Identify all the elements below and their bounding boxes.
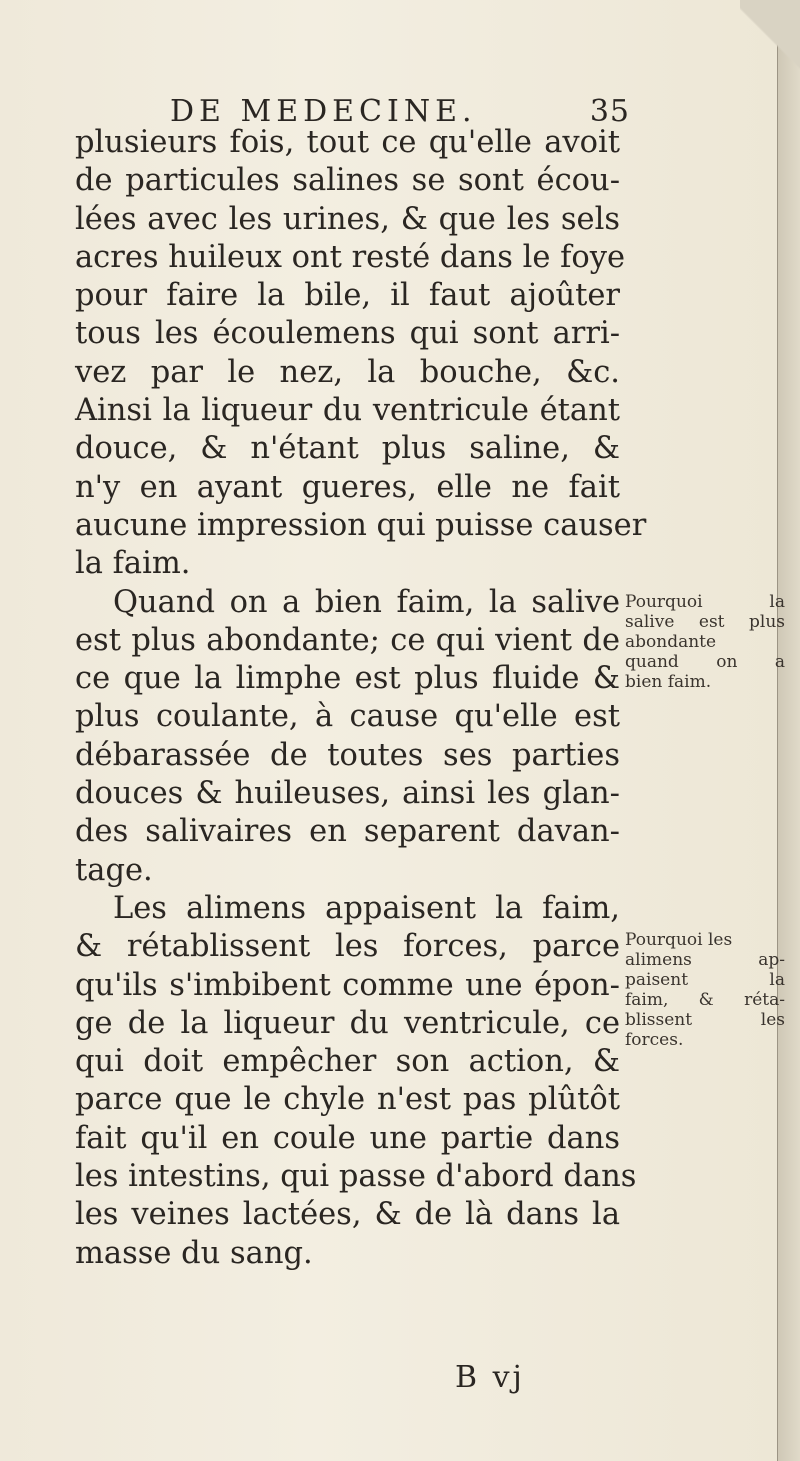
text-line: Ainsi la liqueur du ventricule étant	[75, 393, 620, 429]
sidenote-line: quand on a	[625, 652, 785, 672]
sidenote-line: paisent la	[625, 970, 785, 990]
sidenote-line: Pourquoi la	[625, 592, 785, 612]
text-line: fait qu'il en coule une partie dans	[75, 1120, 620, 1156]
text-line: tage.	[75, 852, 153, 888]
text-line: pour faire la bile, il faut ajoûter	[75, 278, 620, 314]
text-line: des salivaires en separent davan-	[75, 814, 620, 850]
sidenote-line: Pourquoi les	[625, 930, 733, 950]
sidenote-line: forces.	[625, 1030, 684, 1050]
text-line: douce, & n'étant plus saline, &	[75, 431, 620, 467]
signature-mark: B vj	[455, 1360, 525, 1395]
page-edge	[777, 0, 800, 1461]
text-line: & rétablissent les forces, parce	[75, 929, 620, 965]
sidenote-line: blissent les	[625, 1010, 785, 1030]
sidenote-line: faim, & réta-	[625, 990, 785, 1010]
text-line: lées avec les urines, & que les sels	[75, 201, 620, 237]
text-line: douces & huileuses, ainsi les glan-	[75, 776, 620, 812]
text-line: les intestins, qui passe d'abord dans	[75, 1159, 637, 1195]
sidenote-line: salive est plus	[625, 612, 785, 632]
sidenote-line: bien faim.	[625, 672, 712, 692]
text-line: Les alimens appaisent la faim,	[113, 890, 620, 926]
sidenote-line: alimens ap-	[625, 950, 785, 970]
text-line: de particules salines se sont écou-	[75, 163, 620, 199]
sidenote-alimens	[625, 930, 785, 1050]
text-line: vez par le nez, la bouche, &c.	[75, 354, 620, 390]
body-text	[75, 124, 647, 1273]
text-line: débarassée de toutes ses parties	[75, 737, 620, 773]
text-line: la faim.	[75, 546, 191, 582]
text-line: masse du sang.	[75, 1235, 313, 1271]
text-line: acres huileux ont resté dans le foye	[75, 239, 625, 275]
text-line: ge de la liqueur du ventricule, ce	[75, 1005, 620, 1041]
sidenote-salive	[625, 592, 785, 692]
text-line: n'y en ayant gueres, elle ne fait	[75, 469, 620, 505]
text-line: Quand on a bien faim, la salive	[113, 584, 620, 620]
text-line: aucune impression qui puisse causer	[75, 507, 647, 543]
running-title: DE MEDECINE.	[170, 94, 477, 129]
text-line: plusieurs fois, tout ce qu'elle avoit	[75, 125, 620, 160]
text-line: parce que le chyle n'est pas plûtôt	[75, 1082, 620, 1118]
sidenote-line: abondante	[625, 632, 717, 652]
folded-corner	[740, 0, 800, 80]
text-line: les veines lactées, & de là dans la	[75, 1197, 620, 1233]
page-number: 35	[589, 94, 630, 129]
text-line: est plus abondante; ce qui vient de	[75, 622, 620, 658]
text-line: plus coulante, à cause qu'elle est	[75, 699, 620, 735]
text-line: qui doit empêcher son action, &	[75, 1044, 620, 1080]
text-line: ce que la limphe est plus fluide &	[75, 661, 620, 697]
text-line: qu'ils s'imbibent comme une épon-	[75, 967, 620, 1003]
text-line: tous les écoulemens qui sont arri-	[75, 316, 620, 352]
